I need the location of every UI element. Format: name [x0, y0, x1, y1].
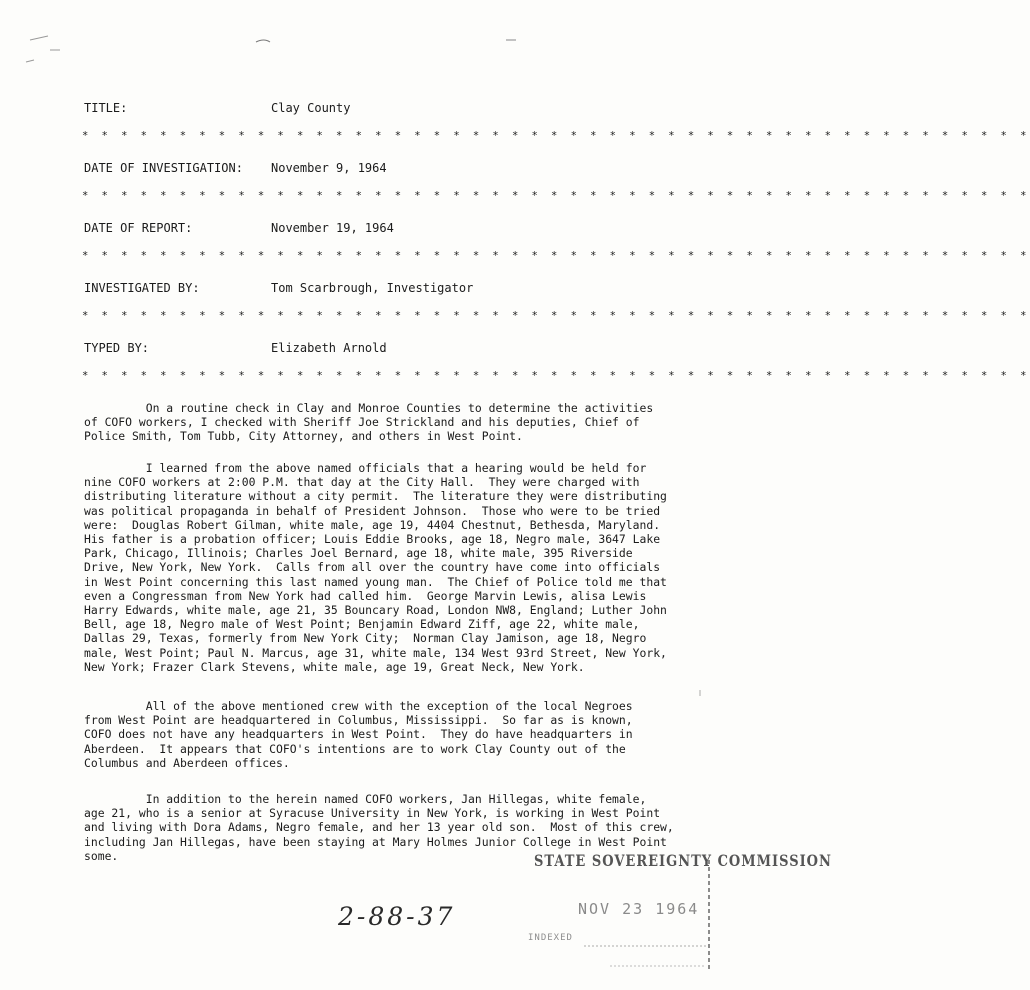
investigation-date-value: November 9, 1964	[271, 161, 387, 175]
investigator-label: INVESTIGATED BY:	[84, 281, 200, 295]
investigator-value: Tom Scarbrough, Investigator	[271, 281, 474, 295]
paragraph-hearing: I learned from the above named officials that a hearing would be held for nine COFO workers at 2:00 P.M. that day at the City Hall. They were charged with distributing literature without a city permit. The literature they were distributing was political propaganda in behalf of President Johnson. Those who were to be tried were: Douglas Robert Gilman, white male, age 19, 4404 Chestnut, Bethesda, Maryland. His father is a probation officer; Louis Eddie Brooks, age 18, Negro male, 3647 Lake Park, Chicago, Illinois; Charles Joel Bernard, age 18, white male, 395 Riverside Drive, New York, New York. Calls from all over the country have come into officials in West Point concerning this last named young man. The Chief of Police told me that even a Congressman from New York had called him. George Marvin Lewis, alisa Lewis Harry Edwards, white male, age 21, 35 Bouncary Road, London NW8, England; Luther John Bell, age 18, Negro male of West Point; Benjamin Edward Ziff, age 22, white male, Dallas 29, Texas, formerly from New York City; Norman Clay Jamison, age 18, Negro male, West Point; Paul N. Marcus, age 31, white male, 134 West 93rd Street, New York, New York; Frazer Clark Stevens, white male, age 19, Great Neck, New York.	[84, 461, 667, 674]
separator-stars: * * * * * * * * * * * * * * * * * * * * * * * * * * * * * * * * * * * * * * * * * * * * * * * * *	[82, 250, 1030, 262]
separator-stars: * * * * * * * * * * * * * * * * * * * * * * * * * * * * * * * * * * * * * * * * * * * * * * * * *	[82, 310, 1030, 322]
indexed-stamp: INDEXED	[528, 933, 573, 943]
handwritten-file-number: 2-88-37	[338, 902, 456, 931]
separator-stars: * * * * * * * * * * * * * * * * * * * * * * * * * * * * * * * * * * * * * * * * * * * * * * * * *	[82, 190, 1030, 202]
typed-by-label: TYPED BY:	[84, 341, 150, 355]
report-date-value: November 19, 1964	[271, 221, 394, 235]
received-date-stamp: NOV 23 1964	[578, 900, 700, 918]
report-date-label: DATE OF REPORT:	[84, 221, 193, 235]
title-value: Clay County	[271, 101, 351, 115]
commission-stamp: STATE SOVEREIGNTY COMMISSION	[534, 852, 832, 871]
paragraph-headquarters: All of the above mentioned crew with the exception of the local Negroes from West Point are headquartered in Columbus, Mississippi. So far as is known, COFO does not have any headquarters in West Point. They do have headquarters in Aberdeen. It appears that COFO's intentions are to work Clay County out of the Columbus and Aberdeen offices.	[84, 699, 633, 770]
separator-stars: * * * * * * * * * * * * * * * * * * * * * * * * * * * * * * * * * * * * * * * * * * * * * * * * *	[82, 130, 1030, 142]
typed-by-value: Elizabeth Arnold	[271, 341, 387, 355]
title-label: TITLE:	[84, 101, 128, 115]
paragraph-routine-check: On a routine check in Clay and Monroe Counties to determine the activities of COFO workers, I checked with Sheriff Joe Strickland and his deputies, Chief of Police Smith, Tom Tubb, City Attorney, and others in West Point.	[84, 401, 654, 444]
investigation-date-label: DATE OF INVESTIGATION:	[84, 161, 243, 175]
separator-stars: * * * * * * * * * * * * * * * * * * * * * * * * * * * * * * * * * * * * * * * * * * * * * * * * *	[82, 370, 1030, 382]
paragraph-additional-workers: In addition to the herein named COFO workers, Jan Hillegas, white female, age 21, who is a senior at Syracuse University in New York, is working in West Point and living with Dora Adams, Negro female, and her 13 year old son. Most of this crew, including Jan Hillegas, have been staying at Mary Holmes Junior College in West Point some.	[84, 792, 674, 863]
